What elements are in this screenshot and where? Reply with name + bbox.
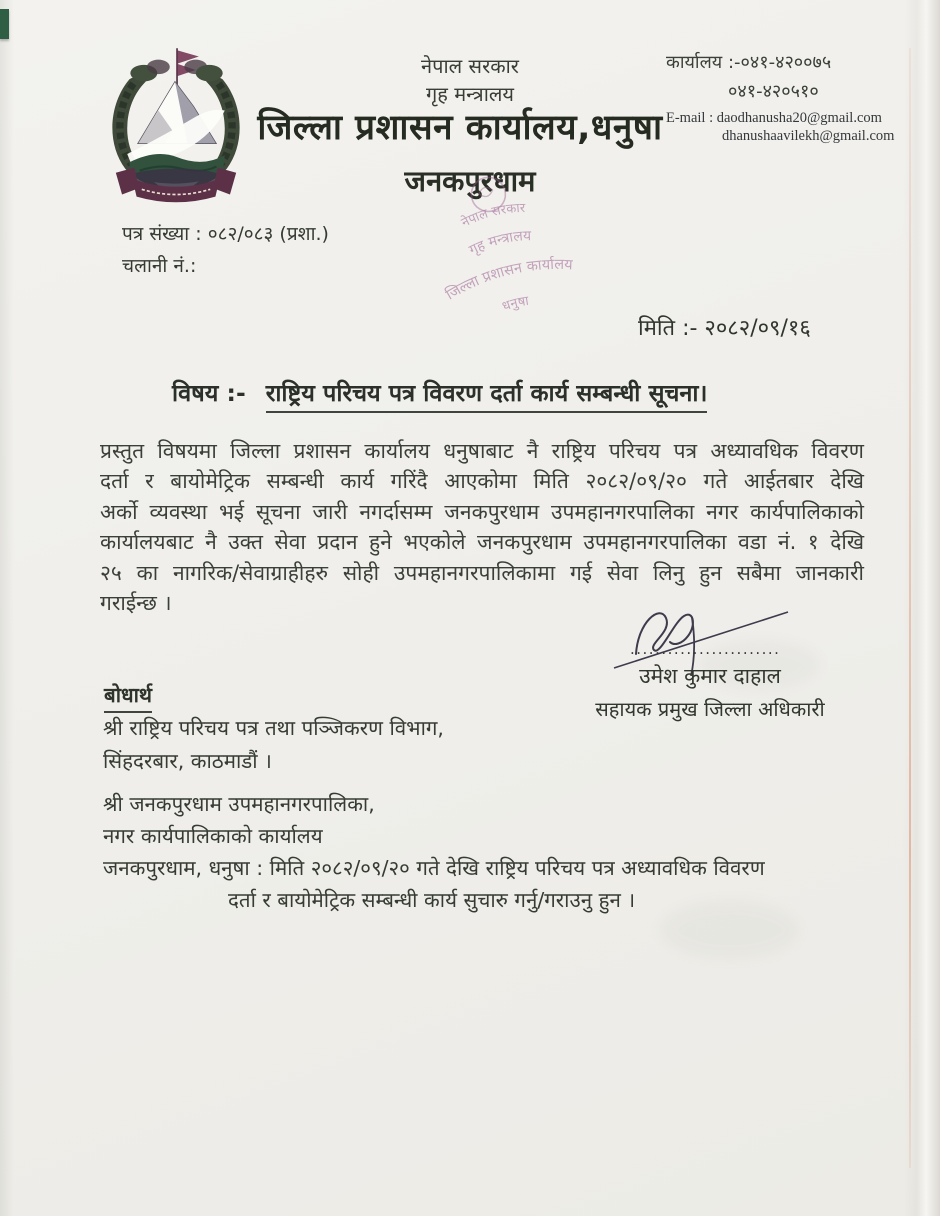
body-line: प्रस्तुत विषयमा जिल्ला प्रशासन कार्यालय धनुषाबाट नै राष्ट्रिय परिचय पत्र अध्यावधिक विवरण [100, 439, 864, 463]
email-address-2: dhanushaavilekh@gmail.com [722, 128, 895, 144]
bleed-through-artifact [660, 900, 800, 960]
body-line: दर्ता र बायोमेट्रिक सम्बन्धी कार्य गरिंदै आएकोमा मिति २०८२/०९/२० गते आईतबार देखि [100, 469, 864, 494]
svg-text:जिल्ला प्रशासन कार्यालय [441, 247, 578, 305]
signatory-designation: सहायक प्रमुख जिल्ला अधिकारी [595, 697, 825, 721]
svg-text:धनुषा [500, 293, 532, 315]
svg-text:नेपाल सरकार [458, 197, 529, 232]
body-line: गराईन्छ । [100, 591, 172, 616]
office-phone-label: कार्यालय :- [666, 52, 741, 73]
body-line: २५ का नागरिक/सेवाग्राहीहरु सोही उपमहानगरपालिकामा गई सेवा लिनु हुन सबैमा जानकारी [100, 560, 864, 585]
stamp-arc-government: नेपाल सरकार [459, 201, 526, 231]
office-phone-2: ०४१-४२०५१० [728, 81, 819, 102]
letter-date: मिति :- २०८२/०९/१६ [638, 316, 811, 341]
cc-recipient-1-line-1: श्री राष्ट्रिय परिचय पत्र तथा पञ्जिकरण विभाग, [103, 716, 444, 740]
office-title: जिल्ला प्रशासन कार्यालय,धनुषा [257, 108, 663, 148]
scan-left-edge-shadow [0, 0, 14, 1216]
scan-edge-line [909, 48, 911, 1168]
letter-body [100, 436, 864, 618]
cc-recipient-2-line-3: जनकपुरधाम, धनुषा : मिति २०८२/०९/२० गते देखि राष्ट्रिय परिचय पत्र अध्यावधिक विवरण [103, 856, 765, 880]
contact-block [666, 50, 895, 145]
cc-recipient-2-line-1: श्री जनकपुरधाम उपमहानगरपालिका, [103, 792, 375, 816]
dispatch-number-line: चलानी नं.: [122, 255, 197, 277]
office-location: जनकपुरधाम [404, 164, 536, 198]
email-label: E-mail : [666, 110, 714, 126]
reference-block [122, 218, 329, 282]
stamp-arc-district: धनुषा [500, 293, 530, 315]
signatory-name: उमेश कुमार दाहाल [639, 664, 781, 688]
letter-number-line: पत्र संख्या : ०८२/०८३ (प्रशा.) [122, 223, 329, 245]
stamp-arc-office: जिल्ला प्रशासन कार्यालय [443, 256, 573, 304]
office-phone-1: ०४१-४२००७५ [740, 52, 832, 73]
cc-recipient-2-line-4: दर्ता र बायोमेट्रिक सम्बन्धी कार्य सुचारु गर्नु/गराउनु हुन । [228, 888, 636, 912]
government-name: नेपाल सरकार [421, 54, 519, 78]
cc-recipient-2-line-2: नगर कार्यपालिकाको कार्यालय [103, 824, 323, 848]
body-line: अर्को व्यवस्था भई सूचना जारी नगर्दासम्म जनकपुरधाम उपमहानगरपालिका नगर कार्यपालिकाको [100, 499, 864, 524]
cc-recipient-1-line-2: सिंहदरबार, काठमाडौं । [103, 749, 272, 773]
svg-text:गृह मन्त्रालय [466, 224, 536, 260]
subject-line [172, 376, 707, 408]
subject-text: राष्ट्रिय परिचय पत्र विवरण दर्ता कार्य सम्बन्धी सूचना। [266, 379, 708, 413]
scan-corner-mark [0, 9, 9, 39]
email-address-1: daodhanusha20@gmail.com [716, 110, 882, 126]
subject-label: विषय :- [172, 379, 246, 407]
stamp-arc-ministry: गृह मन्त्रालय [466, 228, 532, 259]
signature-dotted-line: ........................ [630, 640, 781, 658]
cc-heading: बोधार्थ [104, 681, 152, 713]
body-line: कार्यालयबाट नै उक्त सेवा प्रदान हुने भएकोले जनकपुरधाम उपमहानगरपालिका वडा नं. १ देखि [100, 530, 864, 555]
ministry-name: गृह मन्त्रालय [425, 82, 515, 106]
